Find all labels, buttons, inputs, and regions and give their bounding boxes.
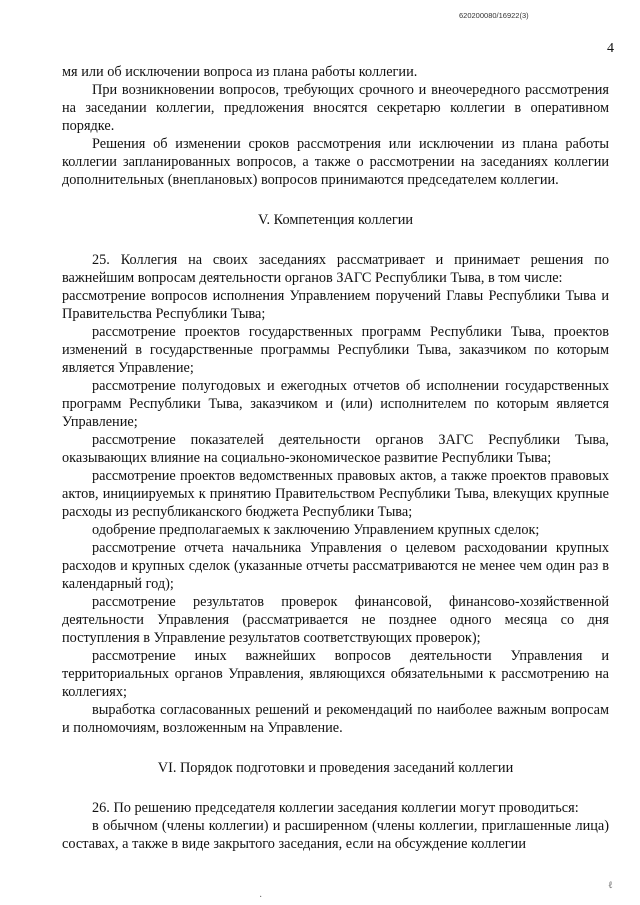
paragraph: рассмотрение результатов проверок финансовой, финансово-хозяйственной деятельности Управления (рассматривается не позднее одного месяца со дня поступления в Управление результатов соответствующих проверок); — [62, 594, 609, 646]
paragraph: При возникновении вопросов, требующих срочного и внеочередного рассмотрения на заседании коллегии, предложения вносятся секретарю коллегии в оперативном порядке. — [62, 82, 609, 134]
paragraph: выработка согласованных решений и рекомендаций по наиболее важным вопросам и полномочиям, возложенным на Управление. — [62, 702, 609, 736]
paragraph: 25. Коллегия на своих заседаниях рассматривает и принимает решения по важнейшим вопросам деятельности органов ЗАГС Республики Тыва, в том числе: — [62, 252, 609, 286]
paragraph: Решения об изменении сроков рассмотрения или исключении из плана работы коллегии запланированных вопросов, а также о рассмотрении на заседаниях коллегии дополнительных (внеплановых) вопросов принимаются председателем коллегии. — [62, 136, 609, 188]
paragraph: рассмотрение проектов государственных программ Республики Тыва, проектов изменений в государственные программы Республики Тыва, заказчиком по которым является Управление; — [62, 324, 609, 376]
paragraph: рассмотрение отчета начальника Управления о целевом расходовании крупных расходов и крупных сделок (указанные отчеты рассматриваются не менее чем один раз в календарный год); — [62, 540, 609, 592]
paragraph: 26. По решению председателя коллегии заседания коллегии могут проводиться: — [92, 800, 579, 816]
section-heading: V. Компетенция коллегии — [257, 212, 414, 228]
section-heading: VI. Порядок подготовки и проведения заседаний коллегии — [157, 760, 514, 776]
document-body — [62, 63, 609, 853]
scan-mark: · — [259, 892, 263, 903]
paragraph: рассмотрение иных важнейших вопросов деятельности Управления и территориальных органов Управления, являющихся обязательными к рассмотрению на коллегиях; — [62, 648, 609, 700]
paragraph: рассмотрение вопросов исполнения Управлением поручений Главы Республики Тыва и Правительства Республики Тыва; — [62, 288, 609, 322]
paragraph: одобрение предполагаемых к заключению Управлением крупных сделок; — [92, 522, 540, 538]
scan-mark: ℓ — [608, 880, 613, 891]
paragraph: мя или об исключении вопроса из плана работы коллегии. — [62, 64, 418, 80]
paragraph: рассмотрение полугодовых и ежегодных отчетов об исполнении государственных программ Республики Тыва, заказчиком и (или) исполнителем по которым является Управление; — [62, 378, 609, 430]
document-id: 620200080/16922(3) — [459, 11, 529, 20]
paragraph: в обычном (члены коллегии) и расширенном (члены коллегии, приглашенные лица) составах, а также в виде закрытого заседания, если на обсуждение коллегии — [62, 818, 609, 852]
paragraph: рассмотрение проектов ведомственных правовых актов, а также проектов правовых актов, инициируемых к принятию Правительством Республики Тыва, влекущих крупные расходы из республиканского бюджета Республики Тыва; — [62, 468, 609, 520]
paragraph: рассмотрение показателей деятельности органов ЗАГС Республики Тыва, оказывающих влияние на социально-экономическое развитие Республики Тыва; — [62, 432, 609, 466]
page-number: 4 — [607, 41, 614, 56]
